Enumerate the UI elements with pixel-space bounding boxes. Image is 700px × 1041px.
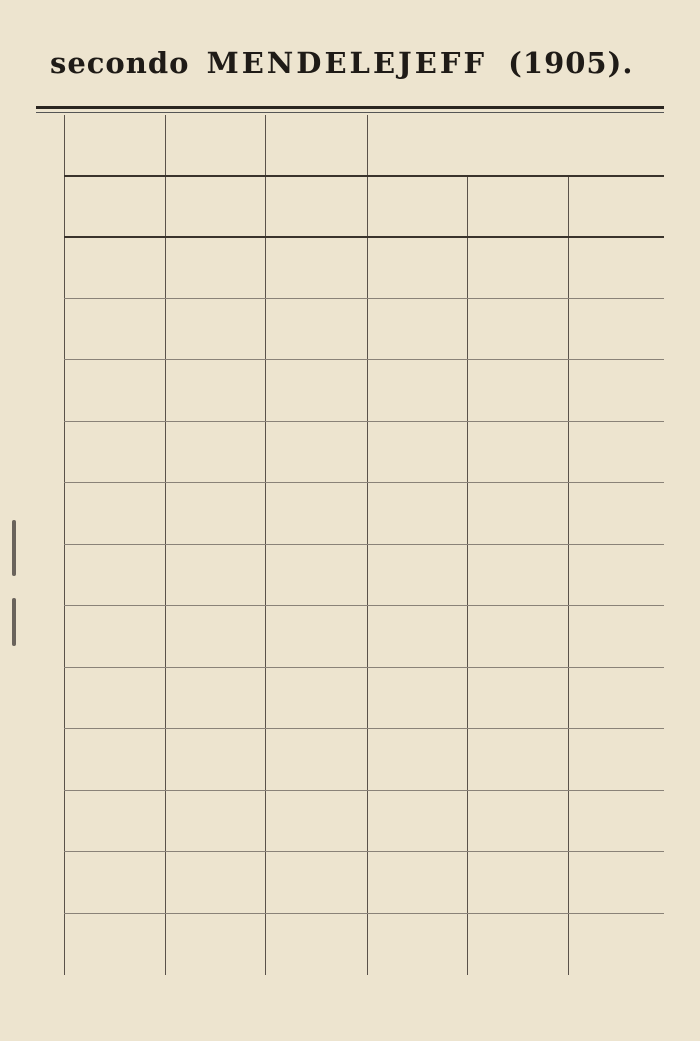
row-rule <box>64 728 664 729</box>
column-divider <box>165 115 166 975</box>
row-rule <box>64 790 664 791</box>
row-rule <box>64 851 664 852</box>
column-divider <box>367 115 368 975</box>
header-rule <box>64 175 664 177</box>
title-year: (1905). <box>508 46 634 80</box>
row-rule <box>64 298 664 299</box>
page-title <box>50 46 633 80</box>
row-rule <box>64 482 664 483</box>
column-divider <box>64 115 65 975</box>
row-rule <box>64 913 664 914</box>
title-main: MENDELEJEFF <box>206 46 488 80</box>
title-prefix: secondo <box>50 46 190 80</box>
row-rule <box>64 544 664 545</box>
row-rule <box>64 421 664 422</box>
column-divider <box>467 175 468 975</box>
binding-mark <box>12 598 16 646</box>
header-rule <box>64 236 664 238</box>
row-rule <box>64 359 664 360</box>
top-rule-thin <box>36 112 664 113</box>
column-divider <box>265 115 266 975</box>
row-rule <box>64 605 664 606</box>
binding-mark <box>12 520 16 576</box>
top-rule <box>36 106 664 109</box>
row-rule <box>64 667 664 668</box>
column-divider <box>568 175 569 975</box>
